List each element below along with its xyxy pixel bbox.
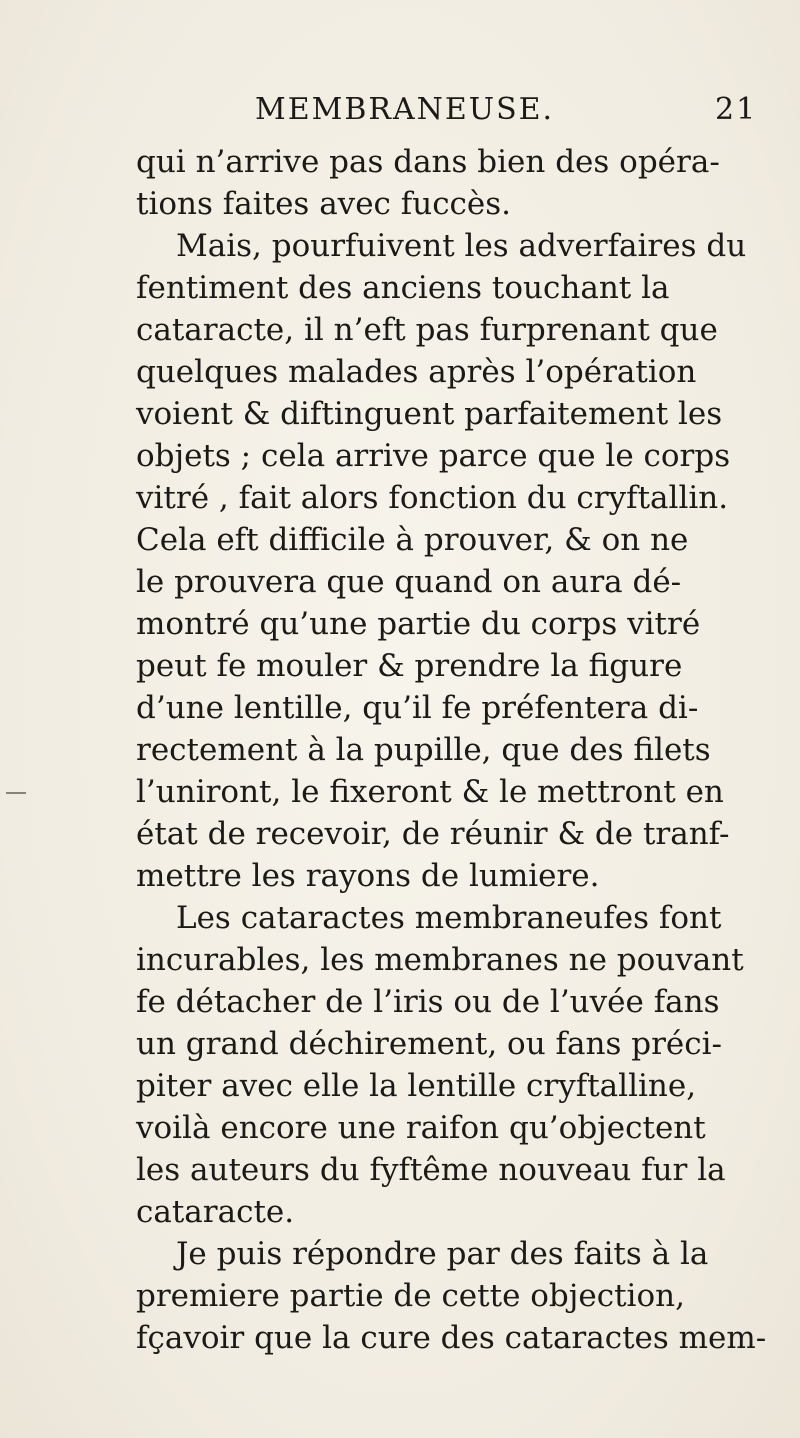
text-line: premiere partie de cette objection, (136, 1278, 685, 1314)
text-line: tions faites avec fuccès. (136, 186, 512, 222)
text-line: fe détacher de l’iris ou de l’uvée fans (136, 984, 720, 1020)
text-line: qui n’arrive pas dans bien des opéra- (136, 144, 720, 180)
text-line: Mais, pourfuivent les adverfaires du (176, 228, 747, 264)
text-line: quelques malades après l’opération (136, 354, 697, 390)
running-title: MEMBRANEUSE. (255, 92, 555, 127)
page-number: 21 (715, 92, 758, 127)
text-line: vitré , fait alors fonction du cryftallin. (136, 480, 729, 516)
text-line: un grand déchirement, ou fans préci- (136, 1026, 722, 1062)
text-line: cataracte, il n’eft pas furprenant que (136, 312, 718, 348)
text-line: les auteurs du fyftême nouveau fur la (136, 1152, 726, 1188)
text-line: cataracte. (136, 1194, 295, 1230)
text-line: objets ; cela arrive parce que le corps (136, 438, 731, 474)
text-line: montré qu’une partie du corps vitré (136, 606, 701, 642)
text-line: l’uniront, le fixeront & le mettront en (136, 774, 724, 810)
text-line: Je puis répondre par des faits à la (176, 1236, 709, 1272)
text-line: mettre les rayons de lumiere. (136, 858, 600, 894)
text-line: fentiment des anciens touchant la (136, 270, 670, 306)
running-head (255, 92, 775, 132)
margin-mark (6, 792, 26, 794)
text-line: Les cataractes membraneufes font (176, 900, 722, 936)
text-line: Cela eft difficile à prouver, & on ne (136, 522, 689, 558)
text-line: incurables, les membranes ne pouvant (136, 942, 744, 978)
text-line: fçavoir que la cure des cataractes mem- (136, 1320, 767, 1356)
text-line: le prouvera que quand on aura dé- (136, 564, 682, 600)
text-line: peut fe mouler & prendre la figure (136, 648, 683, 684)
text-line: d’une lentille, qu’il fe préfentera di- (136, 690, 699, 726)
text-line: rectement à la pupille, que des filets (136, 732, 711, 768)
text-line: état de recevoir, de réunir & de tranf- (136, 816, 730, 852)
text-line: voient & diftinguent parfaitement les (136, 396, 723, 432)
text-line: piter avec elle la lentille cryftalline, (136, 1068, 697, 1104)
text-line: voilà encore une raifon qu’objectent (136, 1110, 706, 1146)
